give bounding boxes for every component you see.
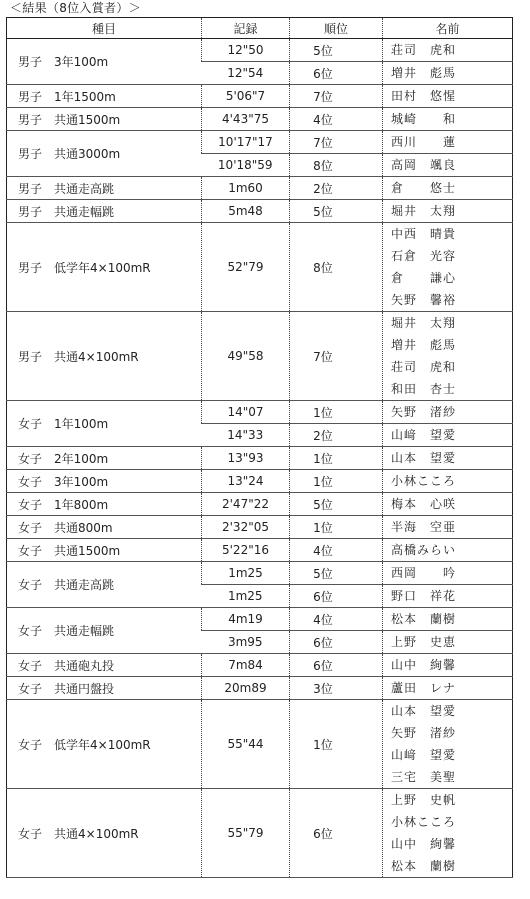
table-row [7, 200, 513, 223]
results-caption: ＜結果（8位入賞者）＞ [10, 1, 141, 15]
record-cell: 13"93 [202, 447, 290, 470]
rank-cell: 8位 [290, 154, 383, 177]
event-cell: 男子 共通4×100mR [7, 312, 202, 401]
header-rank: 順位 [290, 18, 383, 39]
relay-member-name: 松本 蘭樹 [391, 859, 457, 873]
athlete-name: 高岡 颯良 [391, 158, 457, 172]
rank-cell: 6位 [290, 631, 383, 654]
table-row [7, 447, 513, 470]
rank-cell: 1位 [290, 447, 383, 470]
record-cell: 2'32"05 [202, 516, 290, 539]
event-cell: 男子 3年100m [7, 39, 202, 85]
relay-member-name: 中西 晴貴 [391, 227, 457, 241]
name-cell [383, 85, 513, 108]
athlete-name: 高橋みらい [391, 543, 457, 557]
athlete-name: 堀井 太翔 [391, 204, 457, 218]
event-cell: 女子 共通1500m [7, 539, 202, 562]
relay-member-name: 増井 彪馬 [391, 338, 457, 352]
name-cell [383, 154, 513, 177]
rank-cell: 6位 [290, 62, 383, 85]
athlete-name: 増井 彪馬 [391, 66, 457, 80]
event-cell: 女子 共通走幅跳 [7, 608, 202, 654]
name-cell [383, 677, 513, 700]
rank-cell: 2位 [290, 177, 383, 200]
table-row [7, 677, 513, 700]
record-cell: 1m25 [202, 585, 290, 608]
event-cell: 女子 1年800m [7, 493, 202, 516]
athlete-name: 梅本 心咲 [391, 497, 457, 511]
record-cell: 55"44 [202, 700, 290, 789]
rank-cell: 7位 [290, 85, 383, 108]
athlete-name: 蘆田 レナ [391, 681, 457, 695]
record-cell: 2'47"22 [202, 493, 290, 516]
athlete-name: 矢野 渚紗 [391, 405, 457, 419]
name-cell [383, 700, 513, 789]
rank-cell: 7位 [290, 131, 383, 154]
table-row [7, 516, 513, 539]
results-body [7, 39, 513, 878]
athlete-name: 小林こころ [391, 474, 457, 488]
table-row [7, 789, 513, 878]
relay-member-name: 矢野 馨裕 [391, 293, 457, 307]
rank-cell: 8位 [290, 223, 383, 312]
name-cell [383, 108, 513, 131]
rank-cell: 5位 [290, 200, 383, 223]
event-cell: 男子 共通3000m [7, 131, 202, 177]
rank-cell: 2位 [290, 424, 383, 447]
record-cell: 13"24 [202, 470, 290, 493]
rank-cell: 4位 [290, 539, 383, 562]
rank-cell: 1位 [290, 401, 383, 424]
header-event: 種目 [7, 18, 202, 39]
rank-cell: 3位 [290, 677, 383, 700]
event-cell: 男子 1年1500m [7, 85, 202, 108]
record-cell: 55"79 [202, 789, 290, 878]
athlete-name: 西岡 吟 [391, 566, 457, 580]
event-cell: 女子 3年100m [7, 470, 202, 493]
table-row [7, 108, 513, 131]
relay-member-name: 山中 絢馨 [391, 837, 457, 851]
table-row [7, 654, 513, 677]
record-cell: 12"50 [202, 39, 290, 62]
name-cell [383, 539, 513, 562]
table-row [7, 312, 513, 401]
relay-member-name: 倉 謙心 [391, 271, 457, 285]
athlete-name: 松本 蘭樹 [391, 612, 457, 626]
record-cell: 4'43"75 [202, 108, 290, 131]
event-cell: 女子 共通円盤投 [7, 677, 202, 700]
record-cell: 10'18"59 [202, 154, 290, 177]
athlete-name: 山﨑 望愛 [391, 428, 457, 442]
event-cell: 女子 共通4×100mR [7, 789, 202, 878]
header-record: 記録 [202, 18, 290, 39]
relay-member-name: 三宅 美聖 [391, 770, 457, 784]
table-row [7, 539, 513, 562]
name-cell [383, 631, 513, 654]
record-cell: 14"33 [202, 424, 290, 447]
name-cell [383, 424, 513, 447]
name-cell [383, 562, 513, 585]
relay-member-name: 山本 望愛 [391, 704, 457, 718]
table-row [7, 493, 513, 516]
name-cell [383, 401, 513, 424]
record-cell: 10'17"17 [202, 131, 290, 154]
rank-cell: 6位 [290, 585, 383, 608]
relay-member-name: 堀井 太翔 [391, 316, 457, 330]
record-cell: 7m84 [202, 654, 290, 677]
event-cell: 男子 共通走幅跳 [7, 200, 202, 223]
name-cell [383, 177, 513, 200]
name-cell [383, 200, 513, 223]
rank-cell: 1位 [290, 470, 383, 493]
header-name: 名前 [383, 18, 513, 39]
event-cell: 女子 1年100m [7, 401, 202, 447]
event-cell: 女子 共通砲丸投 [7, 654, 202, 677]
record-cell: 5'22"16 [202, 539, 290, 562]
table-row [7, 131, 513, 154]
athlete-name: 西川 蓮 [391, 135, 457, 149]
name-cell [383, 585, 513, 608]
record-cell: 1m25 [202, 562, 290, 585]
event-cell: 女子 低学年4×100mR [7, 700, 202, 789]
athlete-name: 城崎 和 [391, 112, 457, 126]
rank-cell: 6位 [290, 654, 383, 677]
rank-cell: 7位 [290, 312, 383, 401]
name-cell [383, 654, 513, 677]
event-cell: 男子 共通1500m [7, 108, 202, 131]
event-cell: 女子 2年100m [7, 447, 202, 470]
table-row [7, 470, 513, 493]
table-row [7, 177, 513, 200]
record-cell: 5m48 [202, 200, 290, 223]
name-cell [383, 516, 513, 539]
rank-cell: 1位 [290, 700, 383, 789]
rank-cell: 5位 [290, 493, 383, 516]
record-cell: 4m19 [202, 608, 290, 631]
event-cell: 男子 低学年4×100mR [7, 223, 202, 312]
athlete-name: 山中 絢馨 [391, 658, 457, 672]
event-cell: 女子 共通800m [7, 516, 202, 539]
header-row [7, 18, 513, 39]
name-cell [383, 789, 513, 878]
relay-member-name: 石倉 光容 [391, 249, 457, 263]
record-cell: 3m95 [202, 631, 290, 654]
name-cell [383, 39, 513, 62]
athlete-name: 倉 悠士 [391, 181, 457, 195]
relay-member-name: 小林こころ [391, 815, 457, 829]
rank-cell: 4位 [290, 108, 383, 131]
name-cell [383, 223, 513, 312]
record-cell: 20m89 [202, 677, 290, 700]
results-table [6, 17, 513, 878]
record-cell: 1m60 [202, 177, 290, 200]
relay-member-name: 和田 杏士 [391, 382, 457, 396]
table-row [7, 223, 513, 312]
record-cell: 5'06"7 [202, 85, 290, 108]
athlete-name: 上野 史恵 [391, 635, 457, 649]
table-row [7, 562, 513, 585]
name-cell [383, 470, 513, 493]
athlete-name: 半海 空亜 [391, 520, 457, 534]
name-cell [383, 62, 513, 85]
table-row [7, 39, 513, 62]
name-cell [383, 131, 513, 154]
relay-member-name: 荘司 虎和 [391, 360, 457, 374]
name-cell [383, 608, 513, 631]
event-cell: 男子 共通走高跳 [7, 177, 202, 200]
record-cell: 49"58 [202, 312, 290, 401]
rank-cell: 4位 [290, 608, 383, 631]
name-cell [383, 312, 513, 401]
table-row [7, 85, 513, 108]
athlete-name: 田村 悠惺 [391, 89, 457, 103]
athlete-name: 野口 祥花 [391, 589, 457, 603]
name-cell [383, 493, 513, 516]
record-cell: 12"54 [202, 62, 290, 85]
table-row [7, 700, 513, 789]
athlete-name: 山本 望愛 [391, 451, 457, 465]
rank-cell: 5位 [290, 562, 383, 585]
record-cell: 14"07 [202, 401, 290, 424]
record-cell: 52"79 [202, 223, 290, 312]
rank-cell: 1位 [290, 516, 383, 539]
rank-cell: 5位 [290, 39, 383, 62]
relay-member-name: 上野 史帆 [391, 793, 457, 807]
relay-member-name: 山﨑 望愛 [391, 748, 457, 762]
athlete-name: 荘司 虎和 [391, 43, 457, 57]
rank-cell: 6位 [290, 789, 383, 878]
table-row [7, 608, 513, 631]
name-cell [383, 447, 513, 470]
relay-member-name: 矢野 渚紗 [391, 726, 457, 740]
table-row [7, 401, 513, 424]
event-cell: 女子 共通走高跳 [7, 562, 202, 608]
